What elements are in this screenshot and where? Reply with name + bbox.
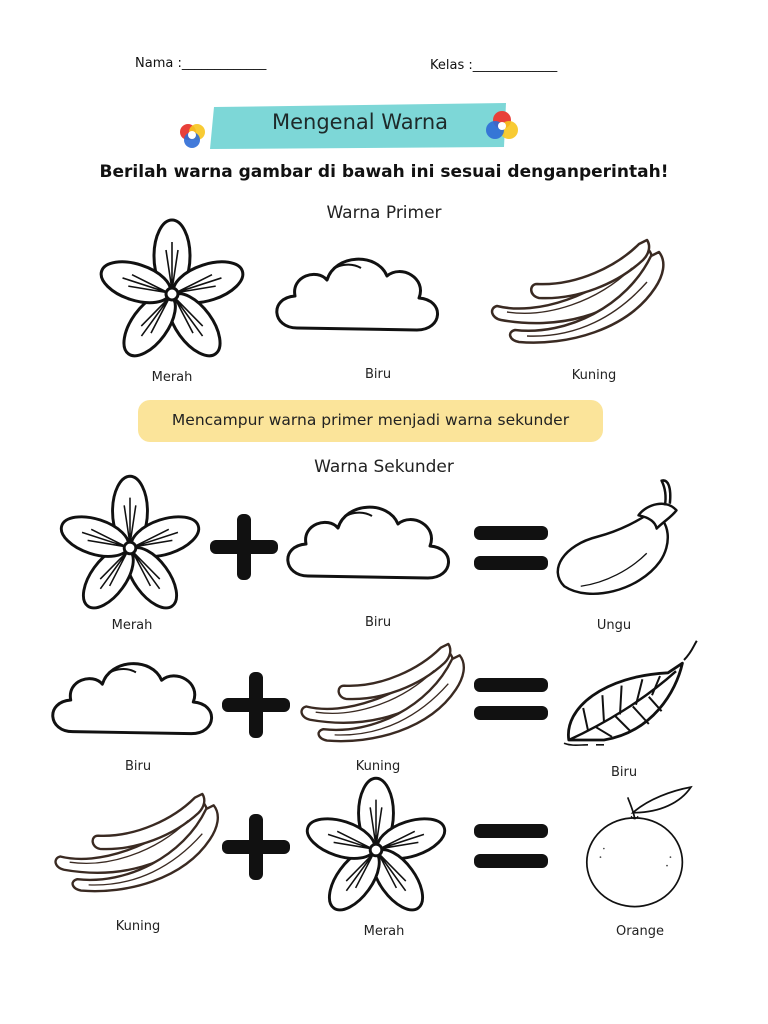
instruction-text: Berilah warna gambar di bawah ini sesuai denganperintah!	[99, 162, 669, 182]
orange-icon[interactable]	[576, 782, 700, 910]
cloud-icon[interactable]	[272, 248, 442, 348]
cloud-icon[interactable]	[48, 652, 216, 752]
flower-icon[interactable]	[308, 786, 444, 914]
row1-label-result: Ungu	[596, 618, 632, 633]
name-field[interactable]: Nama :_____________	[135, 56, 267, 71]
primary-label-biru: Biru	[364, 367, 392, 382]
row1-label-b: Biru	[364, 615, 392, 630]
primary-heading: Warna Primer	[326, 203, 442, 223]
row3-label-result: Orange	[615, 924, 665, 939]
cloud-icon[interactable]	[282, 496, 454, 596]
page-title: Mengenal Warna	[271, 110, 449, 134]
flower-icon[interactable]	[102, 228, 242, 360]
row2-label-result: Biru	[610, 765, 638, 780]
color-wheel-icon	[484, 108, 520, 144]
row3-label-a: Kuning	[115, 919, 161, 934]
eggplant-icon[interactable]	[556, 478, 688, 612]
row2-label-b: Kuning	[355, 759, 401, 774]
primary-label-kuning: Kuning	[571, 368, 617, 383]
banana-icon[interactable]	[46, 790, 226, 904]
banana-icon[interactable]	[482, 236, 672, 356]
row1-label-a: Merah	[111, 618, 153, 633]
row3-label-b: Merah	[363, 924, 405, 939]
callout-text: Mencampur warna primer menjadi warna sekunder	[171, 411, 570, 429]
flower-icon[interactable]	[62, 484, 198, 612]
primary-label-merah: Merah	[151, 370, 193, 385]
banana-icon[interactable]	[292, 640, 472, 754]
secondary-heading: Warna Sekunder	[314, 457, 454, 477]
color-wheel-icon	[176, 119, 208, 151]
leaf-icon[interactable]	[552, 636, 712, 748]
class-field[interactable]: Kelas :_____________	[430, 58, 558, 73]
row2-label-a: Biru	[124, 759, 152, 774]
